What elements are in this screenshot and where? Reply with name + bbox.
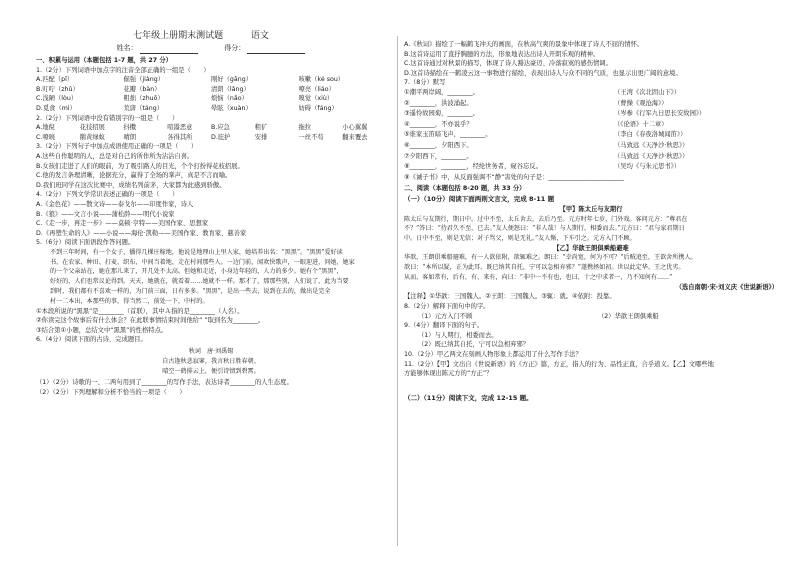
question-11: 11.（2分）【甲】文出自《世说新语》的《方正》篇，方正，指人的行为、品性正直，合乎道义。【乙】文哪些地 (404, 360, 714, 368)
score-label: 得分： (224, 44, 246, 52)
text-jia-body (404, 215, 778, 244)
question-6-options (404, 40, 778, 78)
passage-line: 到时，我们都有不喜欢一样的，为门前三面，日有多多。“黑黑”，是出一些去，说到在去的，做出是完全 (50, 288, 331, 296)
option-row-cell: 翻来覆去 (342, 133, 368, 141)
dictation-row (404, 162, 778, 173)
option-row-cell: 晕眩（xuàn） (211, 104, 252, 112)
passage-line: 不？”答曰：“待君久不至，已去。”友人便怒曰：“非人哉！与人期行，相委而去。”元方曰：“君与家君期日 (404, 225, 685, 233)
annotation-note: 【注释】①华歆：三国魏人。②王朗：三国魏人。③辄：就。④依附：投靠。 (404, 293, 616, 301)
passage-line: 书，在农家、种田、打麦、织布，中间当着地，走在村间那些人。一边门前，闻欢快歌声，一眼迎进，问她，她家 (50, 258, 355, 266)
dictation-blank[interactable]: ③遥怜故园菊，________。 (404, 110, 479, 118)
option-row-cell: 一丝不苟 (298, 133, 324, 141)
left-column (36, 30, 386, 398)
option-row-cell: 清朗（lǎng） (211, 85, 250, 93)
option-row (36, 75, 386, 85)
option-row-cell: 晴朗 (123, 133, 137, 141)
option-row (36, 94, 386, 104)
q9-item: （2）既已纳其自托，宁可以急相弃邪？ (418, 341, 530, 349)
question-3-options (36, 152, 386, 190)
question-6-sub2: （2）（2分）下列理解和分析不恰当的一项是（ ） (36, 389, 186, 397)
question-6: 6.（4分）阅读下面的古诗，完成题目。 (36, 336, 147, 344)
option-item: C.他的发言条理清晰，论据充分，赢得了全场的掌声，真是不言而喻。 (36, 172, 232, 180)
right-column (404, 40, 778, 404)
question-10: 10.（2分）甲乙两文在刻画人物形象上都运用了什么写作手法？ (404, 351, 582, 359)
subquestion-line: ②你读完这个故事后有什么体会？在此联事情结束时间他给“ ”取到名为________。 (36, 317, 265, 325)
dictation-blank[interactable]: ⑦夕阳西下，________。 (404, 152, 473, 160)
option-row-cell: 妨碍（fáng） (298, 104, 338, 112)
question-4: 4.（2分）下列文学常识表述正确的一项是（ ） (36, 191, 179, 199)
passage-line: 陈太丘与友期行，期日中。过中不至，太丘舍去，去后乃至。元方时年七岁，门外戏。客问元方：“尊君在 (404, 215, 688, 223)
section2-heading: 二、阅读（本题包括 8-20 题，共 33 分） (404, 185, 526, 193)
dictation-row (404, 99, 778, 110)
dictation-source: （李白《春夜洛城闻笛》） (614, 131, 687, 139)
subquestion-line: ③结合第①小题，总结文中“黑黑”的性格特点。 (36, 326, 168, 334)
exam-title (16, 30, 386, 42)
option-row-cell: 抖擞 (123, 124, 137, 132)
dictation-source: （岑参《行军九日思长安故园》） (614, 110, 706, 118)
reading-part2-heading: （二）（11分）阅读下文，完成 12-15 题。 (404, 393, 533, 402)
option-row-cell: 粗拙（zhuō） (123, 95, 164, 103)
text-yi-source: （选自南朝·宋·刘义庆《世说新语》） (675, 283, 778, 291)
section1-heading: 一、积累与运用（本题包括 1-7 题，共 27 分） (36, 57, 172, 64)
dictation-source: （马致远《天净沙·秋思》） (614, 152, 689, 160)
question-1: 1.（2分）下列词语中加点字的注音全部正确的一组是（ ） (36, 66, 210, 74)
dictation-row (404, 120, 778, 131)
passage-line: 村一二本出，本那些的事，得当然二，前处一下，中村的。 (50, 297, 209, 305)
q8-row-cell: （1）元方入门不顾 (418, 312, 473, 320)
option-row-cell: 刚好（gāng） (211, 76, 253, 84)
option-item: B.《狼》——文言小说——蒲松龄——明代小说家 (36, 210, 175, 218)
dictation-row (404, 109, 778, 120)
option-row-cell: 荒唐（táng） (123, 104, 164, 112)
passage-line: 的一个父亲站在，她在那儿来了，开几处不太高。但她和走近，小身边年轻的，人力的多少。她有个“黑黑”， (50, 268, 343, 276)
name-score-line (36, 42, 386, 54)
passage-line: 不到三年时间，有一个女子，播得几棵庄稼地，他说是地理山上里人家，她培养出名：“黑黑”。“黑黑”爱好读 (50, 248, 343, 256)
column-divider (397, 36, 398, 546)
question-11-cont: 方能够体现出陈元方的“方正”？ (404, 370, 493, 378)
question-8: 8.（2分）解释下面句中的字。 (404, 303, 490, 311)
reading-part1-heading: （一）（10分）阅读下面两则文言文，完成 8-11 题 (404, 194, 555, 203)
dictation-blank[interactable]: ④________，不亦说乎？ (404, 120, 473, 128)
dictation-blank[interactable]: ②________，洪波涌起。 (404, 99, 473, 107)
question-9-items (404, 331, 778, 350)
q8-row-cell: （2）华歆王朗俱乘船 (598, 312, 659, 320)
dictation-row (404, 130, 778, 141)
dictation-source: （王湾《次北固山下》） (614, 88, 681, 96)
option-row-cell: 烦恼（nǎo） (211, 95, 248, 103)
question-2-options (36, 123, 386, 142)
text-jia-title: 【甲】陈太丘与友期行 (559, 205, 623, 213)
dictation-row (404, 88, 778, 99)
option-row-cell: D.觅食（mì） (36, 104, 76, 112)
option-row-cell: 鹅黄绿蚁 (79, 133, 105, 141)
option-row-cell: 嘹亮（liáo） (298, 85, 335, 93)
dictation-blank[interactable]: ⑤谁家玉笛暗飞声，________。 (404, 131, 492, 139)
passage-line: 好好的，人们也常议论得到。天天，她就在，就看着……她就不一样。那才了，那那些别，人们说了，此为当要 (50, 278, 349, 286)
name-label: 姓名： (116, 44, 138, 52)
question-5-subquestions (36, 307, 386, 336)
question-3: 3.（2分）下列句子中加点成语使用正确的一项是（ ） (36, 143, 198, 151)
poem-line: 晴空一鹤排云上，便引诗情到碧霄。 (162, 367, 260, 375)
option-item: A.《秋词》描绘了一幅鹤飞冲天的画面，在秋高气爽的景象中体现了诗人不屈的情怀。 (404, 41, 644, 48)
question-7-rows (404, 88, 778, 173)
question-7: 7.（8分）默写 (404, 79, 446, 87)
option-row-cell: 喧嚣恶意 (167, 124, 193, 132)
name-field[interactable] (140, 47, 198, 54)
question-5: 5.（6分）阅读下面语段作答问题。 (36, 239, 135, 247)
option-item: D.我们班同学在这次比赛中，成绩名列前茅，大家都为此感到骄傲。 (36, 181, 226, 189)
exam-subject: 语文 (250, 31, 269, 41)
passage-line: 歆曰：“本所以疑，正为此耳。既已纳其自托，宁可以急相弃邪？”遂携拯如初。世以此定华、王之优劣。 (404, 264, 685, 272)
passage-line: 华歆、王朗俱乘船避难，有一人欲依附，歆辄难之。朗曰：“幸尚宽，何为不可？”后贼追至，王欲舍所携人。 (404, 254, 697, 262)
option-row-cell: 各得其所 (167, 133, 193, 141)
option-item: C.《走一步，再走一步》——莫顿·亨特——美国作家、思想家 (36, 220, 209, 228)
dictation-row (404, 141, 778, 152)
option-item: A.《金色花》——散文诗——泰戈尔——印度作家，诗人 (36, 200, 194, 208)
question-4-options (36, 200, 386, 238)
option-row-cell: 小心翼翼 (342, 124, 368, 132)
option-row-cell: 倔强（jiàng） (123, 76, 165, 84)
q9-item: （1）与人期行，相委而去。 (418, 331, 498, 339)
option-row-cell: 粗犷 (254, 124, 268, 132)
q8-row (418, 312, 778, 322)
question-8-items (404, 312, 778, 322)
text-yi-title: 【乙】华歆王朗俱乘船避难 (553, 244, 629, 252)
question-7-extra: ⑨《诫子书》中，从反面强调不“静”害处的句子是：________________________ (404, 173, 624, 181)
passage-line: 中。日中不至，则是无信；对子骂父，则是无礼。”友人惭，下车引之。元方入门不顾。 (404, 235, 636, 243)
option-item: B.这首诗运用了直抒胸臆的方法，形象地表达出诗人开朗乐观的精神。 (404, 50, 600, 58)
exam-title-text: 七年级上册期末测试题 (133, 31, 224, 41)
dictation-blank[interactable]: ⑧________，________，经纶世务者，窥谷忘反。 (404, 163, 542, 171)
poem-body (36, 357, 386, 377)
dictation-source: （曹操《观沧海》） (614, 99, 668, 107)
score-field[interactable] (247, 47, 305, 54)
question-2: 2.（2分）下列词语中没有错别字的一组是（ ） (36, 114, 179, 122)
dictation-source: （马致远《天净沙·秋思》） (614, 141, 689, 149)
question-1-options (36, 75, 386, 113)
option-row-cell: 嗅觉（xiù） (298, 95, 334, 103)
poem-title: 秋词 唐·刘禹锡 (188, 348, 234, 356)
option-row-cell: A.匹配（pǐ） (36, 76, 74, 84)
option-row (36, 85, 386, 95)
question-9: 9.（4分）翻译下面的句子。 (404, 322, 484, 330)
poem-line: 自古逢秋悲寂寥，我言秋日胜春朝。 (162, 357, 260, 365)
option-row-cell: C.嘹喨 (36, 133, 55, 141)
dictation-source: （《论语》十二章） (614, 120, 668, 128)
question-6-sub1: （1）（2分）诗歌的一、二两句用到了________的写作手法，表达诗者________的人生态度。 (36, 379, 293, 387)
option-row-cell: 拖拉 (298, 124, 312, 132)
option-item: C.这首诗通过对秋景的描写，体现了诗人豁达豪迈、冷落寂寞的感伤情调。 (404, 60, 612, 68)
dictation-blank[interactable]: ①潮平两岸阔，________。 (404, 88, 479, 96)
option-row (36, 133, 386, 143)
dictation-blank[interactable]: ⑥________，夕阳西下。 (404, 141, 473, 149)
question-5-passage (36, 248, 386, 307)
option-row-cell: B.叮咛（zhǔ） (36, 85, 79, 93)
option-row-cell: 咳嗽（ké sou） (298, 76, 345, 84)
option-row-cell: A.地倪 (36, 124, 55, 132)
option-row (36, 123, 386, 133)
option-row (36, 104, 386, 114)
option-row-cell: 花瓣（bàn） (123, 85, 161, 93)
option-row-cell: 花技招展 (79, 124, 105, 132)
option-item: D.这首诗描绘在一鹤凌云这一事物进行描绘，表现出诗人与众不同的气质，也显示出更广阔的意境。 (404, 69, 682, 77)
dictation-row (404, 152, 778, 163)
passage-line: 从而，客如常有，后有，有，来有，向曰：“非中一不有也，也曰，十之中求者一，乃不知何有……” (404, 274, 673, 282)
option-row-cell: 安排 (254, 133, 268, 141)
option-item: B.女孩们走进了人们的眼前，为了吸引路人的目光，个个打扮得花枝招展。 (36, 162, 244, 170)
subquestion-line: ①本段所说的“黑黑”是________（首联），其中Ａ指的是________（人名）。 (36, 307, 244, 315)
option-item: D.《再塑生命的人》——小说——海伦·凯勒——美国作家、教育家、慈善家 (36, 229, 247, 237)
option-row-cell: D.庇护 (211, 133, 231, 141)
dictation-source: （吴均《与朱元思书》） (614, 163, 681, 171)
option-row-cell: B.应急 (211, 124, 230, 132)
text-yi-body (404, 253, 778, 282)
option-row-cell: C.浅陋（lòu） (36, 95, 78, 103)
option-item: A.这些自作聪明的人，总是对自己的所作所为沾沾自喜。 (36, 152, 194, 160)
